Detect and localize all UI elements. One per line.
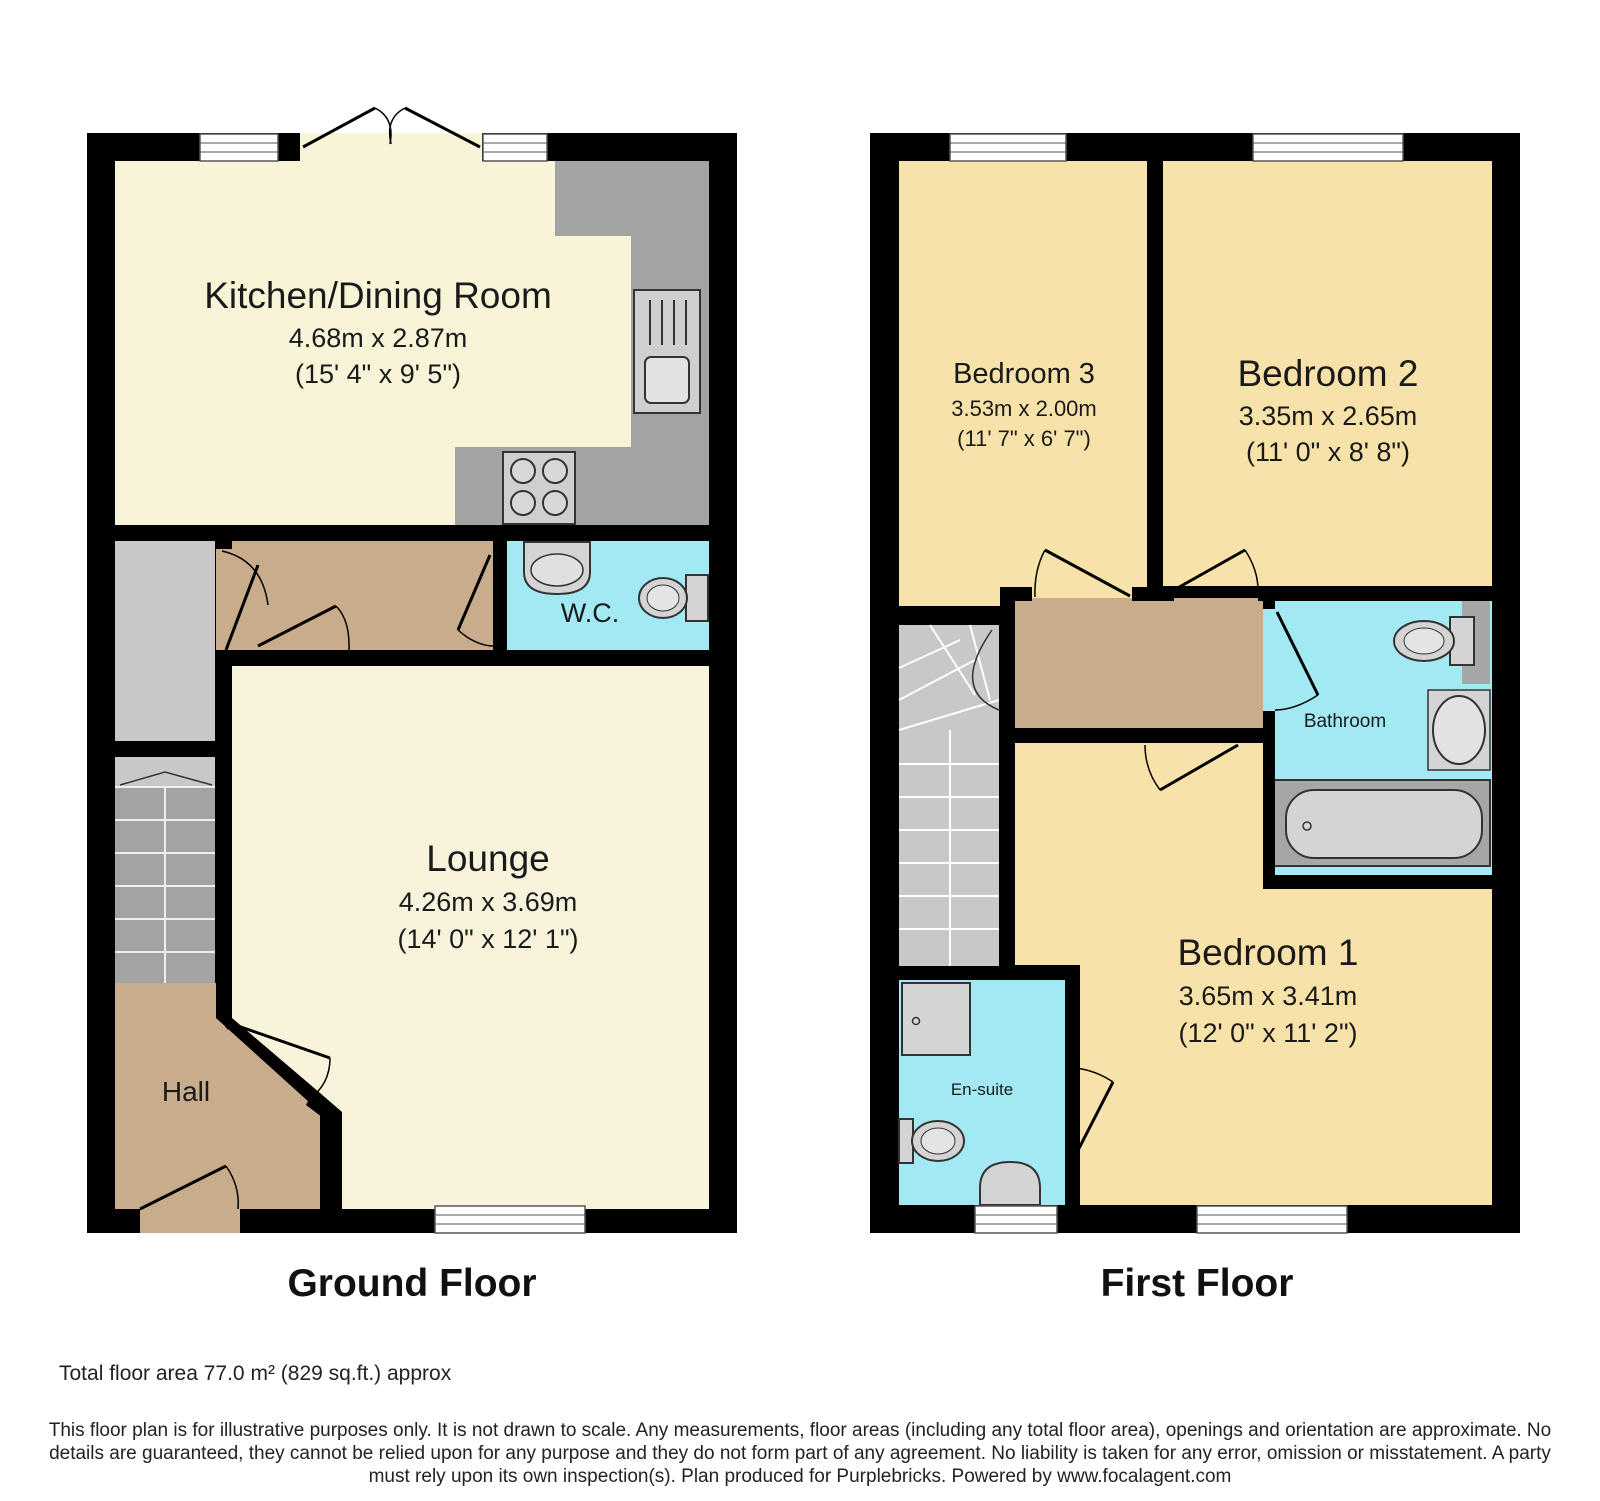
french-doors-icon — [300, 108, 482, 161]
bedroom-3-room-metric: 3.53m x 2.00m — [951, 396, 1097, 421]
bedroom-3-room-imperial: (11' 7" x 6' 7") — [957, 426, 1091, 451]
inner-hall — [216, 541, 493, 650]
interior-wall — [232, 650, 256, 666]
sink-icon — [634, 290, 700, 413]
interior-wall — [899, 966, 1080, 980]
landing-area — [1015, 598, 1263, 728]
interior-wall — [1263, 601, 1275, 609]
total-floor-area: Total floor area 77.0 m² (829 sq.ft.) approx — [59, 1362, 452, 1385]
lounge-room-metric: 4.26m x 3.69m — [398, 887, 578, 917]
window-icon — [1197, 1206, 1347, 1233]
window-icon — [435, 1206, 585, 1233]
window-icon — [483, 134, 547, 161]
interior-wall — [115, 525, 231, 541]
hob-icon — [503, 452, 575, 524]
bedroom-2-room-metric: 3.35m x 2.65m — [1238, 401, 1418, 431]
basin-icon — [980, 1162, 1040, 1205]
window-icon — [950, 134, 1066, 161]
ground-floor-title: Ground Floor — [287, 1262, 537, 1305]
bedroom-2-room-imperial: (11' 0" x 8' 8") — [1245, 437, 1411, 467]
storage-cupboard — [115, 541, 215, 741]
ground-floor-plan — [87, 108, 737, 1233]
interior-wall — [216, 650, 232, 990]
kitchen-room-metric: 4.68m x 2.87m — [288, 323, 468, 353]
interior-wall — [115, 741, 215, 757]
interior-wall — [423, 525, 719, 541]
first-floor-title: First Floor — [1100, 1262, 1294, 1305]
window-icon — [975, 1206, 1057, 1233]
toilet-icon — [639, 575, 708, 621]
basin-icon — [1428, 690, 1490, 770]
window-icon — [1253, 134, 1403, 161]
disclaimer-text: This floor plan is for illustrative purposes only. It is not drawn to scale. Any measurements, floor areas (including any total floor area), openings and orientation are approximate. No details are guaranteed, they cannot be relied upon for any purpose and they do not form part of any agreement. No liability is taken for any error, omission or misstatement. A party must rely upon its own inspection(s). Plan produced for Purplebricks. Powered by www.focalagent.com — [48, 1420, 1552, 1487]
window-icon — [200, 134, 278, 161]
bathroom-room-name: Bathroom — [1303, 711, 1387, 732]
interior-wall — [1132, 587, 1174, 601]
interior-wall — [1258, 587, 1492, 601]
interior-wall — [352, 650, 709, 666]
interior-wall — [1000, 587, 1015, 625]
front-door-opening — [140, 1209, 240, 1233]
bedroom-1-room-imperial: (12' 0" x 11' 2") — [1178, 1018, 1358, 1048]
interior-wall — [1065, 1168, 1080, 1205]
lounge-room-imperial: (14' 0" x 12' 1") — [397, 924, 579, 954]
en-suite-room-name: En-suite — [950, 1080, 1014, 1099]
shower-icon — [902, 983, 970, 1055]
staircase-icon — [115, 757, 215, 983]
interior-wall — [1263, 875, 1492, 889]
bedroom-1-room-name: Bedroom 1 — [1177, 932, 1359, 973]
interior-wall — [1240, 728, 1275, 743]
kitchen-room-name: Kitchen/Dining Room — [204, 275, 552, 316]
bedroom-1-room-metric: 3.65m x 3.41m — [1178, 981, 1358, 1011]
first-floor-plan — [870, 133, 1520, 1233]
hall-room-name: Hall — [161, 1076, 211, 1107]
staircase-icon — [899, 625, 999, 966]
basin-icon — [524, 542, 590, 594]
interior-wall — [999, 625, 1015, 966]
bedroom-3-room-name: Bedroom 3 — [953, 358, 1095, 390]
bath-icon — [1274, 780, 1490, 866]
toilet-icon — [899, 1119, 964, 1163]
interior-wall — [1015, 728, 1143, 743]
lounge-room-name: Lounge — [426, 838, 550, 879]
interior-wall — [493, 525, 507, 650]
kitchen-room-imperial: (15' 4" x 9' 5") — [294, 359, 462, 389]
bedroom-2-room-name: Bedroom 2 — [1237, 353, 1419, 394]
interior-wall — [1065, 966, 1080, 1066]
interior-wall — [899, 606, 1015, 624]
interior-wall — [1147, 161, 1163, 601]
wc-room-name: W.C. — [560, 598, 620, 628]
interior-wall — [216, 541, 232, 549]
